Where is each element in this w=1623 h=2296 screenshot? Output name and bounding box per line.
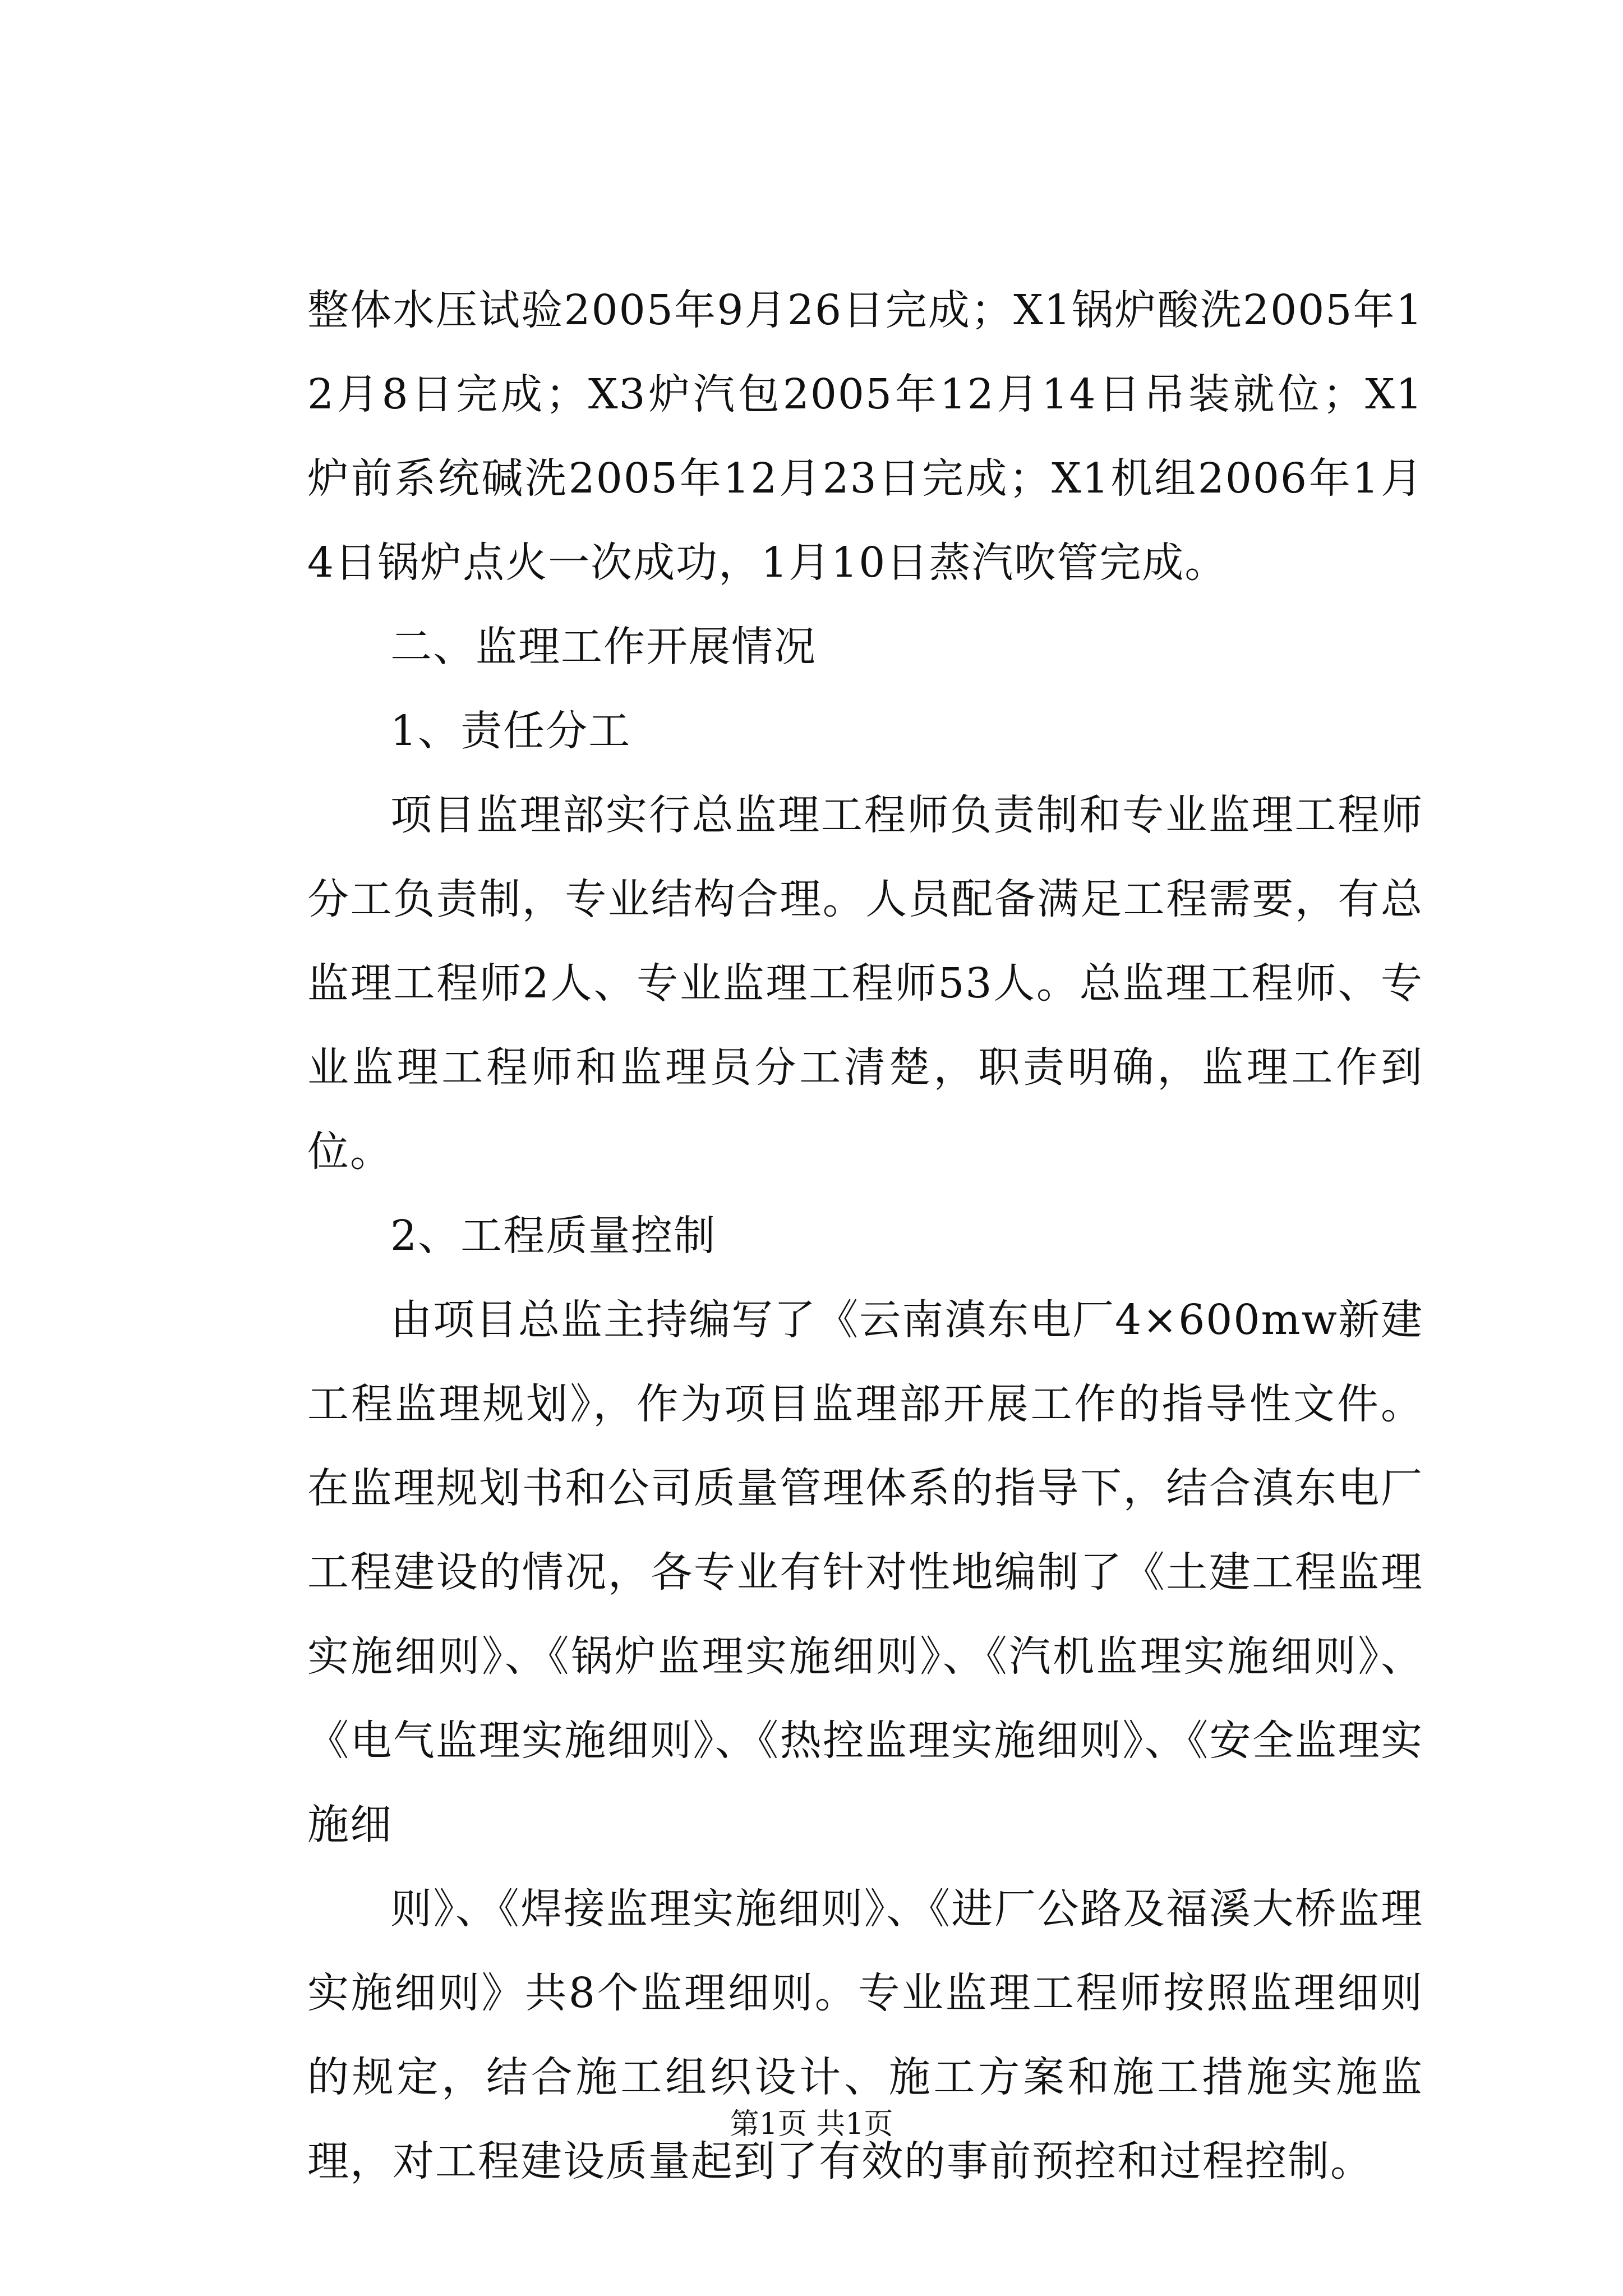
section-heading-supervision-work: 二、监理工作开展情况 xyxy=(390,623,817,671)
page-footer: 第1页 共1页 xyxy=(730,2108,893,2141)
document-body xyxy=(307,268,1423,2203)
paragraph-progress-milestones: 整体水压试验2005年9月26日完成；X1锅炉酸洗2005年12月8日完成；X3炉汽包2005年12月14日吊装就位；X1炉前系统碱洗2005年12月23日完成；X1机组2006年1月4日锅炉点火一次成功，1月10日蒸汽吹管完成。 xyxy=(307,286,1423,587)
paragraph-quality-control-plans: 由项目总监主持编写了《云南滇东电厂4×600mw新建工程监理规划》，作为项目监理部开展工作的指导性文件。在监理规划书和公司质量管理体系的指导下，结合滇东电厂工程建设的情况，各专业有针对性地编制了《土建工程监理实施细则》、《锅炉监理实施细则》、《汽机监理实施细则》、《电气监理实施细则》、《热控监理实施细则》、《安全监理实施细 xyxy=(307,1296,1423,1849)
paragraph-quality-control-rules: 则》、《焊接监理实施细则》、《进厂公路及福溪大桥监理实施细则》共8个监理细则。专业监理工程师按照监理细则的规定，结合施工组织设计、施工方案和施工措施实施监理，对工程建设质量起到了有效的事前预控和过程控制。 xyxy=(307,1885,1423,2185)
subheading-responsibility-division: 1、责任分工 xyxy=(390,707,631,755)
subheading-quality-control: 2、工程质量控制 xyxy=(390,1212,717,1260)
paragraph-responsibility-division: 项目监理部实行总监理工程师负责制和专业监理工程师分工负责制，专业结构合理。人员配备满足工程需要，有总监理工程师2人、专业监理工程师53人。总监理工程师、专业监理工程师和监理员分工清楚，职责明确，监理工作到位。 xyxy=(307,791,1423,1176)
